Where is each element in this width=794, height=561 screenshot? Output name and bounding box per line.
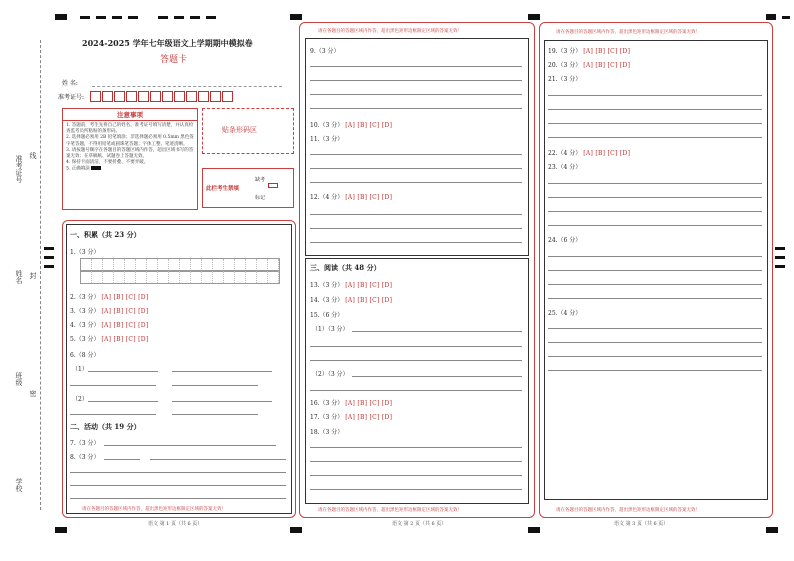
answer-line[interactable] (352, 376, 522, 377)
question-22[interactable]: 22.（4 分） [A] [B] [C] [D] (548, 150, 631, 157)
answer-line[interactable] (172, 371, 272, 372)
choice-options: [A] [B] [C] [D] (345, 122, 393, 129)
answer-line[interactable] (88, 371, 158, 372)
alignment-mark (528, 14, 540, 20)
alignment-mark (80, 16, 90, 19)
name-field[interactable] (92, 86, 282, 87)
answer-line[interactable] (548, 109, 762, 110)
answer-line[interactable] (310, 94, 522, 95)
alignment-mark (775, 247, 785, 250)
choice-options: [A] [B] [C] [D] (345, 297, 393, 304)
answer-line[interactable] (548, 284, 762, 285)
answer-line[interactable] (310, 66, 522, 67)
choice-options: [A] [B] [C] [D] (583, 48, 631, 55)
side-label-seal: 封 (29, 272, 37, 279)
question-16[interactable]: 16.（3 分） [A] [B] [C] [D] (310, 400, 393, 407)
side-label-name: 姓名 (15, 270, 23, 284)
answer-line[interactable] (352, 331, 522, 332)
choice-options: [A] [B] [C] [D] (101, 322, 149, 329)
notice-item: 1. 答题前，考生先将自己的姓名，准考证号填写清楚，并认真检查监考员所粘贴的条形码。 (66, 123, 194, 135)
sheet-subtitle: 答题卡 (160, 55, 188, 65)
answer-line[interactable] (548, 123, 762, 124)
question-15-1: （1）（3 分） (312, 326, 349, 333)
answer-line[interactable] (310, 346, 522, 347)
page-footer: 语文 第 2 页（共 6 页） (392, 521, 447, 527)
answer-line[interactable] (104, 459, 140, 460)
question-2[interactable]: 2.（3 分） [A] [B] [C] [D] (70, 294, 149, 301)
question-9: 9.（3 分） (310, 48, 340, 55)
notice-title: 注意事项 (63, 109, 197, 121)
answer-line[interactable] (548, 328, 762, 329)
alignment-mark (290, 527, 302, 533)
notice-item: 5. 正确填涂 (66, 166, 90, 172)
answer-line[interactable] (172, 385, 258, 386)
sheet-title: 2024-2025 学年七年级语文上学期期中模拟卷 (82, 38, 253, 48)
answer-line[interactable] (548, 342, 762, 343)
name-label: 姓 名: (62, 80, 78, 87)
filled-sample-mark (91, 166, 101, 170)
alignment-mark (128, 16, 138, 19)
answer-line[interactable] (70, 498, 286, 499)
alignment-mark (775, 265, 785, 268)
question-21: 21.（3 分） (548, 76, 582, 83)
answer-line[interactable] (70, 485, 286, 486)
absent-mark-label-1: 缺考 (255, 177, 266, 183)
alignment-mark (44, 256, 54, 259)
answer-line[interactable] (310, 390, 522, 391)
answer-line[interactable] (70, 472, 286, 473)
answer-line[interactable] (548, 270, 762, 271)
alignment-mark (528, 527, 540, 533)
absent-label: 此栏考生禁填 (206, 186, 240, 192)
question-8: 8.（3 分） (70, 454, 100, 461)
binding-line (40, 40, 41, 510)
answer-line[interactable] (548, 225, 762, 226)
choice-options: [A] [B] [C] [D] (101, 308, 149, 315)
question-1: 1.（3 分） (70, 249, 100, 256)
question-24: 24.（6 分） (548, 237, 582, 244)
answer-warning: 请在各题目的答题区域内作答，超出黑色矩形边框限定区域的答案无效！ (82, 507, 226, 512)
notice-box (62, 108, 198, 210)
answer-warning: 请在各题目的答题区域内作答，超出黑色矩形边框限定区域的答案无效！ (318, 508, 462, 513)
alignment-mark (112, 16, 122, 19)
alignment-mark (55, 14, 67, 20)
section-2-title: 二、活动（共 19 分） (70, 422, 141, 431)
alignment-mark (775, 256, 785, 259)
side-label-school: 学校 (15, 478, 23, 492)
answer-line[interactable] (310, 168, 522, 169)
page-footer: 语文 第 3 页（共 6 页） (614, 521, 669, 527)
question-6: 6.（8 分） (70, 352, 100, 359)
section-3-title: 三、阅读（共 48 分） (310, 263, 381, 272)
side-label-dense: 密 (29, 390, 37, 397)
exam-no-label: 准考证号: (58, 94, 85, 101)
answer-line[interactable] (172, 401, 272, 402)
alignment-mark (158, 16, 168, 19)
question-14[interactable]: 14.（3 分） [A] [B] [C] [D] (310, 297, 393, 304)
question-12[interactable]: 12.（4 分） [A] [B] [C] [D] (310, 194, 393, 201)
choice-options: [A] [B] [C] [D] (583, 62, 631, 69)
section-1-title: 一、积累（共 23 分） (70, 230, 141, 239)
q1-char-grid[interactable] (80, 270, 280, 284)
choice-options: [A] [B] [C] [D] (345, 194, 393, 201)
question-15-2: （2）（3 分） (312, 371, 349, 378)
notice-item: 3. 请按题号顺序在各题目的答题区域内作答，超出区域书写的答案无效；在草稿纸、试题卷上答题无效。 (66, 147, 194, 160)
question-23: 23.（4 分） (548, 164, 582, 171)
question-6-2: （2） (72, 396, 88, 403)
alignment-mark (44, 265, 54, 268)
answer-line[interactable] (548, 356, 762, 357)
answer-line[interactable] (548, 197, 762, 198)
answer-line[interactable] (150, 459, 286, 460)
alignment-mark (766, 527, 778, 533)
answer-line[interactable] (310, 214, 522, 215)
choice-options: [A] [B] [C] [D] (345, 400, 393, 407)
question-20[interactable]: 20.（3 分） [A] [B] [C] [D] (548, 62, 631, 69)
answer-line[interactable] (548, 370, 762, 371)
answer-line[interactable] (548, 298, 762, 299)
answer-line[interactable] (70, 414, 156, 415)
answer-line[interactable] (548, 256, 762, 257)
answer-line[interactable] (548, 211, 762, 212)
answer-line[interactable] (310, 228, 522, 229)
question-5[interactable]: 5.（3 分） [A] [B] [C] [D] (70, 336, 149, 343)
question-19[interactable]: 19.（3 分） [A] [B] [C] [D] (548, 48, 631, 55)
answer-line[interactable] (310, 489, 522, 490)
exam-no-boxes[interactable] (90, 91, 240, 104)
alignment-mark (174, 16, 184, 19)
barcode-label: 贴条形码区 (222, 126, 257, 134)
alignment-mark (55, 527, 67, 533)
question-4[interactable]: 4.（3 分） [A] [B] [C] [D] (70, 322, 149, 329)
answer-line[interactable] (310, 108, 522, 109)
alignment-mark (96, 16, 106, 19)
choice-options: [A] [B] [C] [D] (101, 294, 149, 301)
absent-mark-label-2: 标记 (255, 195, 266, 201)
side-label-line: 线 (29, 152, 37, 159)
answer-line[interactable] (70, 385, 156, 386)
alignment-mark (782, 16, 790, 19)
answer-line[interactable] (548, 95, 762, 96)
question-11: 11.（3 分） (310, 136, 344, 143)
page-footer: 语文 第 1 页（共 6 页） (148, 521, 203, 527)
question-18: 18.（3 分） (310, 429, 344, 436)
answer-line[interactable] (310, 154, 522, 155)
side-label-exam-no: 准考证号 (15, 155, 23, 183)
answer-warning: 请在各题目的答题区域内作答，超出黑色矩形边框限定区域的答案无效！ (556, 508, 700, 513)
alignment-mark (290, 14, 302, 20)
answer-line[interactable] (310, 242, 522, 243)
answer-line[interactable] (104, 445, 276, 446)
answer-line[interactable] (310, 182, 522, 183)
alignment-mark (206, 16, 216, 19)
choice-options: [A] [B] [C] [D] (583, 150, 631, 157)
answer-line[interactable] (310, 447, 522, 448)
answer-line[interactable] (88, 401, 158, 402)
choice-options: [A] [B] [C] [D] (101, 336, 149, 343)
alignment-mark (190, 16, 200, 19)
question-25: 25.（4 分） (548, 310, 582, 317)
question-6-1: （1） (72, 366, 88, 373)
answer-line[interactable] (548, 183, 762, 184)
choice-options: [A] [B] [C] [D] (345, 282, 393, 289)
alignment-mark (44, 247, 54, 250)
question-7: 7.（3 分） (70, 440, 100, 447)
question-15: 15.（6 分） (310, 312, 344, 319)
notice-item: 2. 选择题必须用 2B 铅笔填涂；非选择题必须用 0.5mm 黑色签字笔答题，不得用铅笔或圆珠笔答题；字体工整、笔迹清晰。 (66, 135, 194, 147)
choice-options: [A] [B] [C] [D] (345, 414, 393, 421)
answer-line[interactable] (172, 414, 258, 415)
question-13[interactable]: 13.（3 分） [A] [B] [C] [D] (310, 282, 393, 289)
answer-line[interactable] (310, 80, 522, 81)
answer-line[interactable] (310, 461, 522, 462)
answer-line[interactable] (310, 360, 522, 361)
answer-warning: 请在各题目的答题区域内作答，超出黑色矩形边框限定区域的答案无效！ (556, 30, 700, 35)
alignment-mark (766, 14, 776, 20)
answer-inner-p2a (305, 38, 529, 256)
side-label-class: 班级 (15, 372, 23, 386)
absent-checkbox[interactable] (268, 183, 278, 188)
question-17[interactable]: 17.（3 分） [A] [B] [C] [D] (310, 414, 393, 421)
answer-line[interactable] (548, 137, 762, 138)
question-3[interactable]: 3.（3 分） [A] [B] [C] [D] (70, 308, 149, 315)
notice-item: 4. 保持卡面清洁，不要折叠、不要弄破。 (66, 160, 149, 166)
answer-line[interactable] (310, 475, 522, 476)
question-10[interactable]: 10.（3 分） [A] [B] [C] [D] (310, 122, 393, 129)
answer-warning: 请在各题目的答题区域内作答，超出黑色矩形边框限定区域的答案无效！ (318, 29, 462, 34)
